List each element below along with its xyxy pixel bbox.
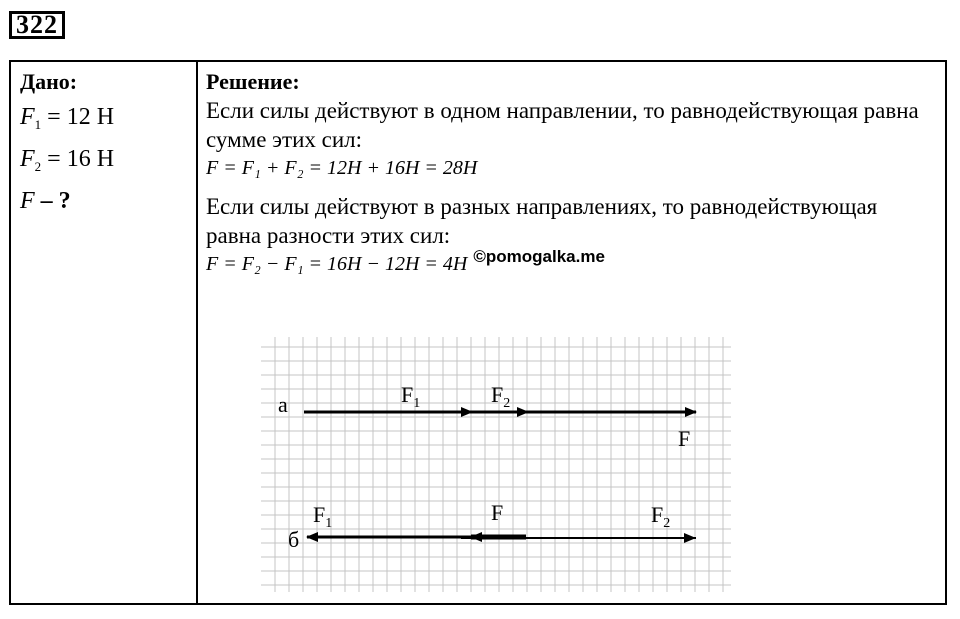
formula-difference-row — [206, 247, 936, 280]
problem-number: 322 — [9, 11, 65, 39]
solution-column — [206, 68, 936, 280]
given-question-var: F — [20, 188, 35, 214]
label-a-f: F — [678, 426, 691, 451]
label-case-a: а — [278, 392, 288, 417]
given-f2-var: F — [20, 146, 35, 172]
given-question-text: – ? — [34, 188, 71, 214]
solution-heading: Решение: — [206, 69, 300, 94]
given-column — [20, 68, 190, 222]
given-heading: Дано: — [20, 69, 78, 94]
given-f1-var: F — [20, 104, 35, 130]
label-case-b: б — [288, 527, 300, 552]
paragraph-same-direction: Если силы действуют в одном направлении, то равнодействующая равна сумме этих сил: — [206, 98, 919, 152]
formula-sum: F = F₁ + F₂ = 12H + 16H = 28H — [206, 157, 478, 179]
paragraph-opposite-direction: Если силы действуют в разных направлениях, то равнодействующая равна разности этих сил: — [206, 194, 878, 248]
label-b-f1: $F_1$ — [313, 502, 333, 531]
watermark: ©pomogalka.me — [473, 247, 605, 266]
given-f1-value: = 12 Н — [41, 104, 115, 130]
given-f1-sub: 1 — [34, 117, 42, 132]
arrowhead-b-f2 — [684, 533, 696, 543]
formula-difference: F = F₂ − F₁ = 16H − 12H = 4H — [206, 253, 468, 275]
solution-table — [9, 60, 947, 605]
given-question — [20, 180, 190, 222]
given-f2 — [20, 138, 190, 180]
given-f1 — [20, 96, 190, 138]
label-b-f2: $F_2$ — [651, 502, 671, 531]
given-f2-sub: 2 — [34, 159, 42, 174]
label-a-f1: $F_1$ — [401, 382, 421, 411]
column-divider — [196, 62, 198, 603]
label-a-f2: $F_2$ — [491, 382, 511, 411]
force-diagram — [261, 337, 731, 592]
given-f2-value: = 16 Н — [41, 146, 115, 172]
label-b-f: F — [491, 500, 504, 525]
grid-lines — [261, 337, 731, 592]
